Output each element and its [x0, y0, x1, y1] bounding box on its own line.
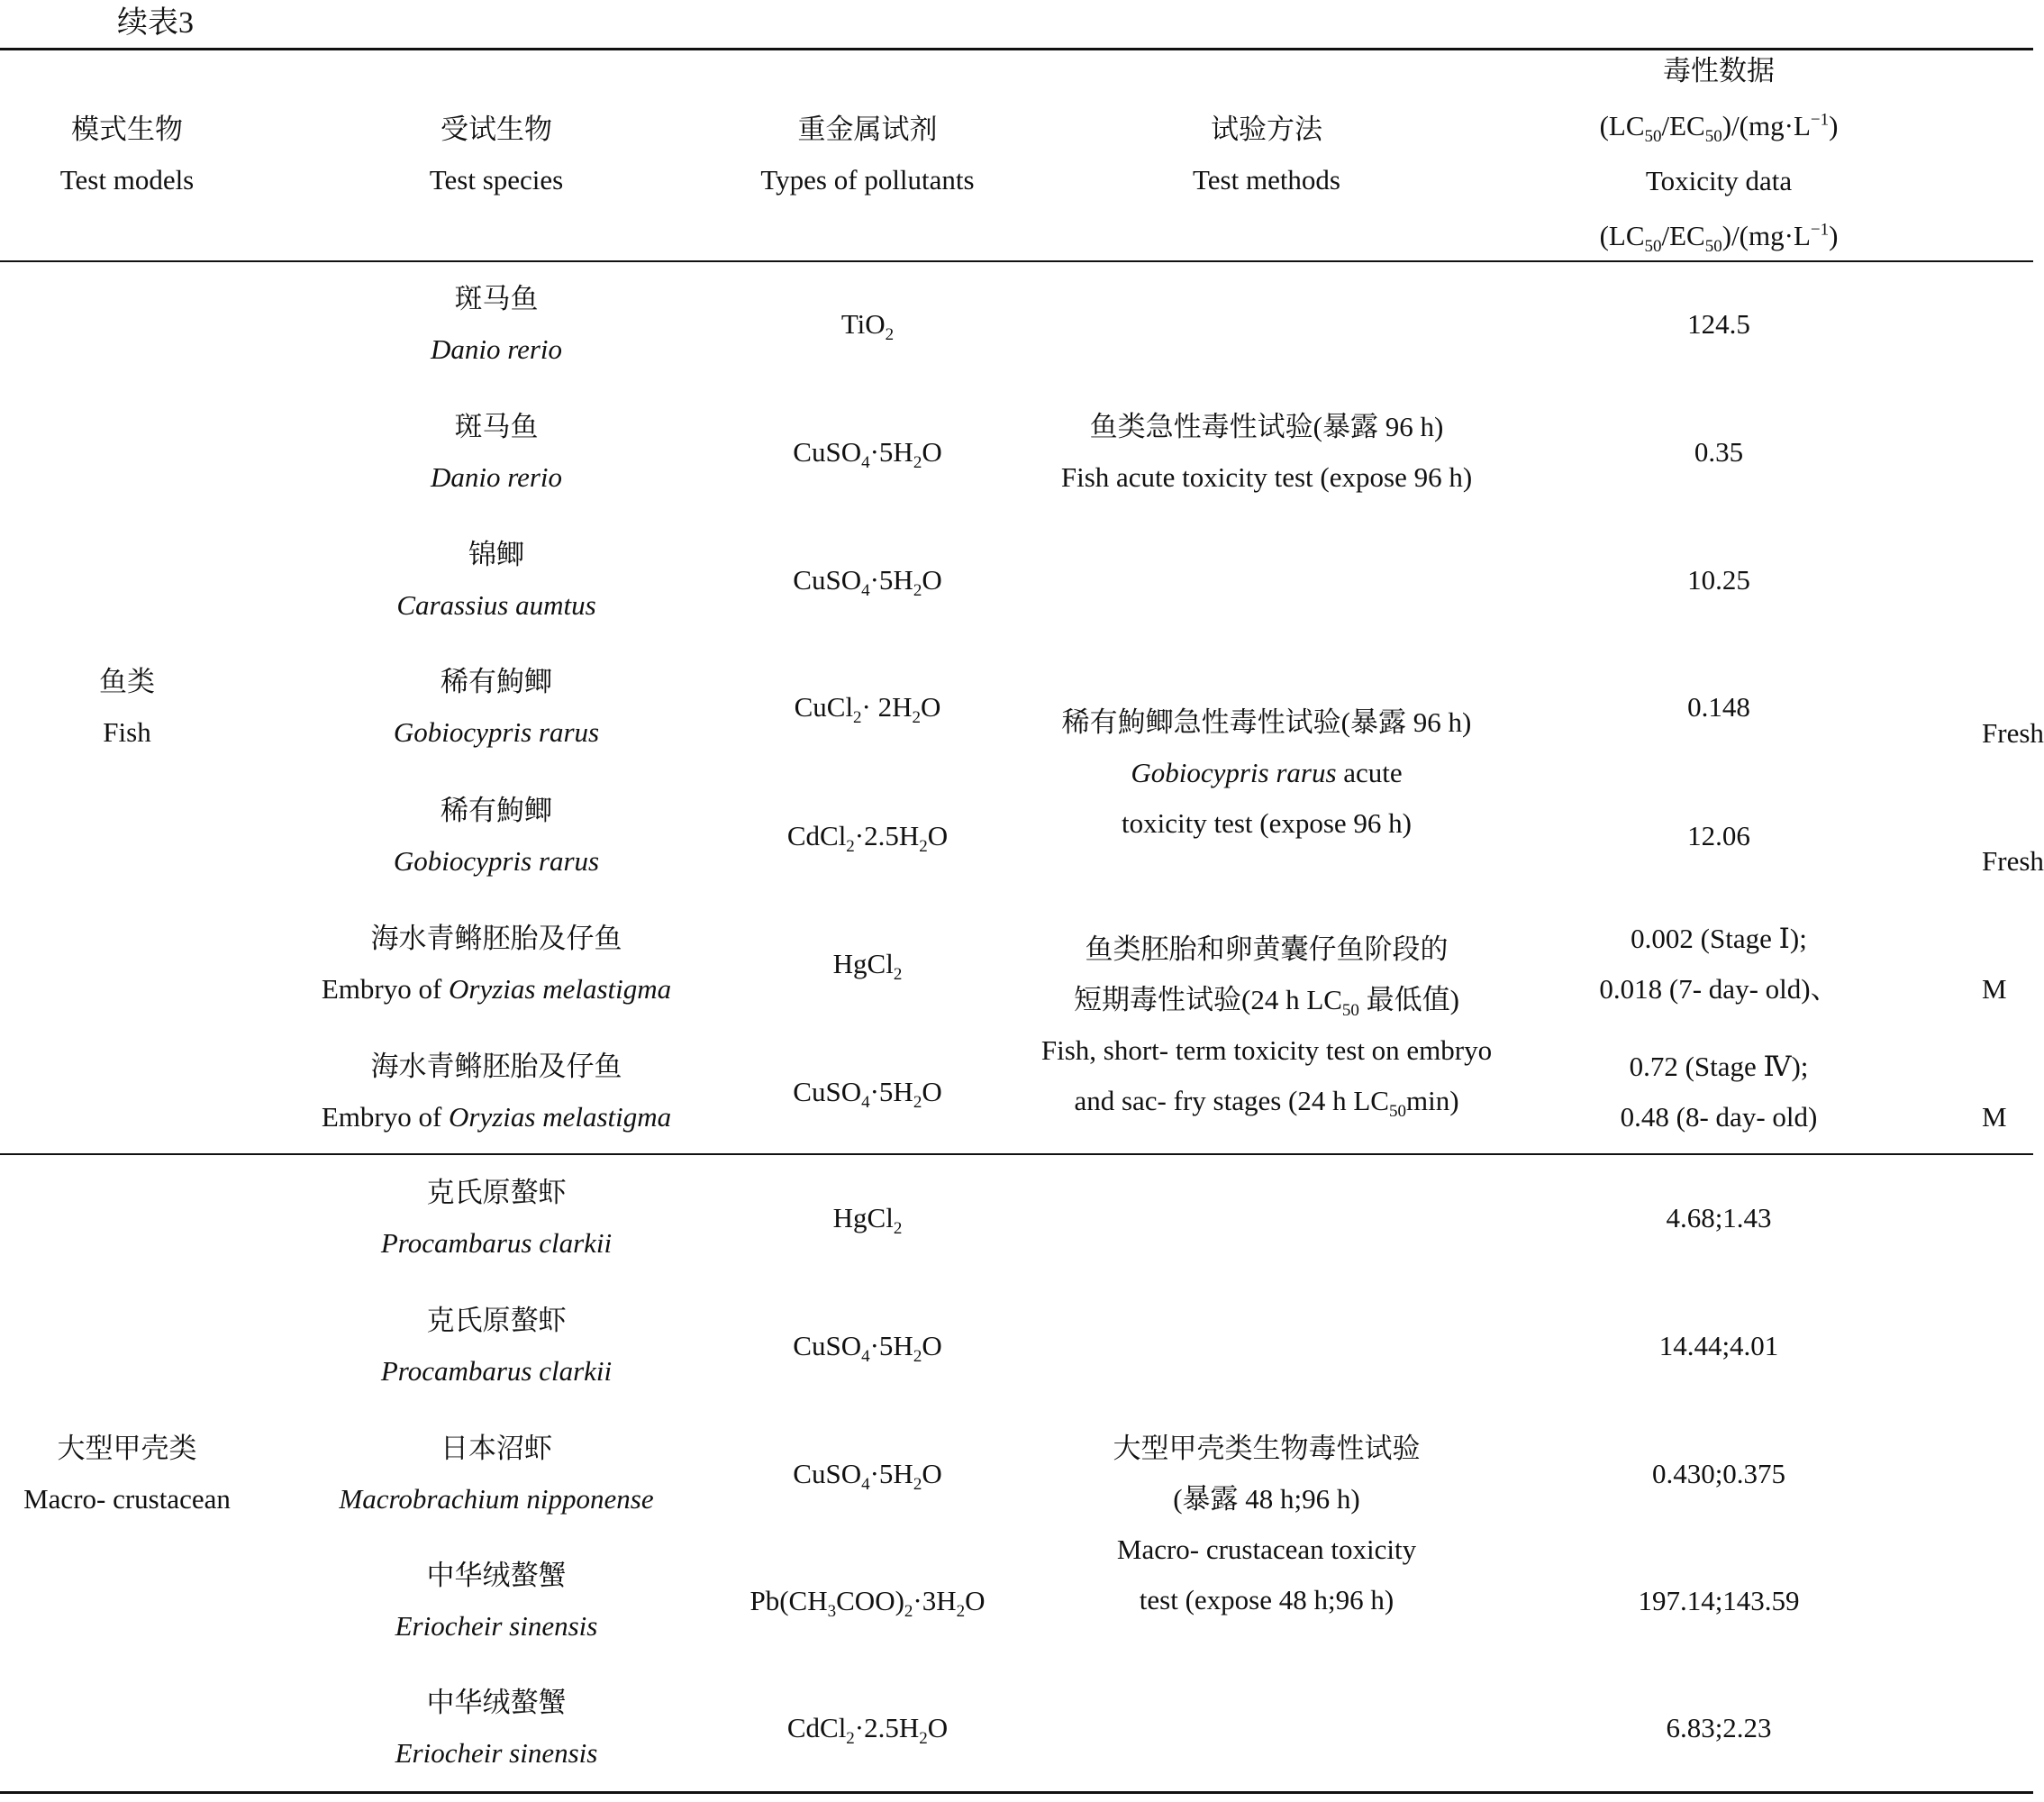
species-zh: 中华绒螯蟹	[426, 1560, 567, 1591]
toxicity-row-4: 0.148	[1687, 691, 1750, 723]
method-fish-acute	[1061, 402, 1472, 503]
method-zh-2b: 最低值)	[1358, 984, 1460, 1015]
species-row-1	[431, 274, 562, 375]
header-toxicity-unit-2: $(LC_{50}/EC_{50})/(mg\cdot L^{-1})$	[1599, 220, 1839, 257]
species-zh: 海水青鳉胚胎及仔鱼	[370, 923, 622, 954]
toxicity-row-10: 0.430;0.375	[1651, 1458, 1786, 1489]
species-en	[322, 1092, 671, 1142]
method-en: Fish acute toxicity test (expose 96 h)	[1060, 461, 1473, 493]
method-zh-2: 短期毒性试验(24 h $LC_{50}$ 最低值)	[1073, 984, 1460, 1021]
species-zh: 斑马鱼	[454, 283, 539, 314]
species-latin: Gobiocypris rarus	[393, 716, 600, 748]
species-zh: 日本沼虾	[440, 1433, 552, 1464]
method-en-latin: Gobiocypris rarus	[1131, 757, 1337, 788]
pollutant-row-1: TiO$_2$	[840, 308, 895, 345]
pollutant-row-2: $CuSO_4\cdot 5H_2O$	[793, 436, 942, 473]
table-caption: 续表3	[117, 6, 194, 40]
method-embryo	[1041, 924, 1492, 1126]
cut-off-cell-2: Fresh	[1982, 845, 2044, 877]
species-en-prefix: Embryo of	[321, 973, 450, 1005]
species-row-7	[322, 1042, 671, 1142]
group-fish-zh: 鱼类	[99, 666, 155, 697]
species-latin: Procambarus clarkii	[380, 1355, 613, 1387]
toxicity-row-7	[1621, 1042, 1818, 1142]
method-en-2: and sac- fry stages (24 h $LC_{50}\min$)	[1074, 1085, 1459, 1122]
method-zh: 稀有鮈鲫急性毒性试验(暴露 96 h)	[1061, 706, 1472, 738]
species-latin: Procambarus clarkii	[380, 1227, 613, 1259]
header-test-models-zh: 模式生物	[70, 114, 183, 145]
toxicity-row-2: 0.35	[1694, 436, 1744, 468]
species-zh: 斑马鱼	[454, 411, 539, 442]
species-latin: Oryzias melastigma	[449, 1101, 672, 1133]
species-zh: 中华绒螯蟹	[426, 1687, 567, 1718]
species-row-9	[381, 1296, 612, 1397]
species-row-5	[394, 786, 599, 887]
toxicity-row-6	[1599, 914, 1838, 1015]
header-toxicity-en: Toxicity data	[1645, 165, 1793, 196]
header-test-species-en: Test species	[429, 164, 564, 196]
species-latin: Eriocheir sinensis	[395, 1610, 598, 1642]
method-en-2: toxicity test (expose 96 h)	[1122, 807, 1412, 839]
group-crustacean	[23, 1424, 231, 1524]
method-en-2: test (expose 48 h;96 h)	[1139, 1584, 1394, 1615]
species-zh: 克氏原螯虾	[426, 1177, 567, 1208]
species-row-4	[394, 657, 599, 758]
cut-off-cell-1: Fresh	[1982, 717, 2044, 749]
bottom-rule	[0, 1791, 2033, 1794]
toxicity-line-1: 0.72 (Stage Ⅳ);	[1629, 1051, 1809, 1082]
group-crustacean-zh: 大型甲壳类	[57, 1433, 197, 1464]
pollutant-row-7: $CuSO_4\cdot 5H_2O$	[793, 1076, 942, 1113]
pollutant-row-10: $CuSO_4\cdot 5H_2O$	[793, 1458, 942, 1495]
header-test-methods	[1193, 105, 1340, 205]
header-pollutants-en: Types of pollutants	[760, 164, 975, 196]
pollutant-row-3: $CuSO_4\cdot 5H_2O$	[793, 564, 942, 601]
pollutant-row-6: HgCl$_2$	[832, 948, 903, 985]
header-test-models-en: Test models	[59, 164, 195, 196]
species-row-6	[322, 914, 671, 1015]
group-fish	[99, 657, 155, 758]
header-test-species	[430, 105, 563, 205]
species-row-3	[396, 530, 595, 631]
header-pollutants-zh: 重金属试剂	[797, 114, 938, 145]
toxicity-line-2: 0.48 (8- day- old)	[1620, 1101, 1818, 1133]
group-crustacean-en: Macro- crustacean	[23, 1483, 231, 1515]
species-latin: Oryzias melastigma	[449, 973, 672, 1005]
method-en-1: Fish, short- term toxicity test on embryo	[1040, 1034, 1493, 1066]
header-test-methods-en: Test methods	[1192, 164, 1341, 196]
pollutant-row-12: $CdCl_2\cdot 2.5H_2O$	[786, 1712, 949, 1749]
species-zh: 锦鲫	[468, 539, 524, 570]
species-row-2	[431, 402, 562, 503]
fish-bottom-rule	[0, 1153, 2033, 1155]
header-test-species-zh: 受试生物	[440, 114, 552, 145]
toxicity-line-2: 0.018 (7- day- old)、	[1599, 973, 1839, 1005]
species-zh: 稀有鮈鲫	[440, 795, 552, 826]
header-pollutants	[760, 105, 974, 205]
cut-off-cell-4: M	[1982, 1101, 2007, 1133]
group-fish-en: Fish	[103, 716, 151, 748]
species-zh: 克氏原螯虾	[426, 1305, 567, 1336]
toxicity-row-8: 4.68;1.43	[1666, 1202, 1772, 1233]
species-latin: Danio rerio	[430, 333, 563, 365]
species-latin: Macrobrachium nipponense	[339, 1483, 654, 1515]
pollutant-row-4: CuCl$_2$· $2H_2O$	[794, 691, 941, 728]
species-latin: Eriocheir sinensis	[395, 1737, 598, 1769]
header-test-methods-zh: 试验方法	[1210, 114, 1322, 145]
species-en-prefix: Embryo of	[321, 1101, 450, 1133]
toxicity-row-12: 6.83;2.23	[1666, 1712, 1772, 1743]
toxicity-row-3: 10.25	[1687, 564, 1750, 596]
method-en-1: Macro- crustacean toxicity	[1116, 1534, 1417, 1565]
cut-off-cell-3: M	[1982, 973, 2007, 1005]
species-en	[322, 964, 671, 1015]
method-en-2b: min)	[1405, 1085, 1459, 1116]
header-toxicity-data	[1600, 43, 1839, 263]
species-row-11	[395, 1551, 598, 1652]
header-toxicity-unit: $(LC_{50}/EC_{50})/(mg\cdot L^{-1})$	[1599, 110, 1839, 147]
pollutant-row-9: $CuSO_4\cdot 5H_2O$	[793, 1330, 942, 1367]
species-latin: Gobiocypris rarus	[393, 845, 600, 877]
method-en-1	[1062, 748, 1472, 798]
method-crustacean	[1113, 1424, 1421, 1625]
species-latin: Danio rerio	[430, 461, 563, 493]
toxicity-line-1: 0.002 (Stage Ⅰ);	[1631, 923, 1807, 954]
toxicity-row-1: 124.5	[1687, 308, 1750, 340]
species-latin: Carassius aumtus	[396, 589, 596, 621]
pollutant-row-8: HgCl$_2$	[832, 1202, 903, 1239]
pollutant-row-5: $CdCl_2\cdot 2.5H_2O$	[786, 820, 949, 857]
pollutant-row-11: $Pb(CH_3COO)_2\cdot 3H_2O$	[749, 1585, 986, 1622]
method-en-text: acute	[1336, 757, 1403, 788]
species-zh: 海水青鳉胚胎及仔鱼	[370, 1051, 622, 1082]
method-gobio-acute	[1062, 697, 1472, 849]
toxicity-row-9: 14.44;4.01	[1658, 1330, 1779, 1361]
method-zh-2a: 短期毒性试验(24 h LC	[1073, 984, 1342, 1015]
method-en-2a: and sac- fry stages (24 h LC	[1074, 1085, 1389, 1116]
species-row-10	[339, 1424, 653, 1524]
toxicity-row-11: 197.14;143.59	[1638, 1585, 1800, 1616]
method-zh-1: 大型甲壳类生物毒性试验	[1113, 1433, 1421, 1464]
toxicity-row-5: 12.06	[1687, 820, 1750, 851]
species-row-8	[381, 1168, 612, 1269]
species-row-12	[395, 1678, 598, 1779]
header-toxicity-zh: 毒性数据	[1662, 55, 1775, 86]
header-test-models	[60, 105, 195, 205]
method-zh: 鱼类急性毒性试验(暴露 96 h)	[1089, 411, 1444, 442]
method-zh-2: (暴露 48 h;96 h)	[1173, 1483, 1360, 1515]
method-zh-1: 鱼类胚胎和卵黄囊仔鱼阶段的	[1085, 933, 1449, 965]
species-zh: 稀有鮈鲫	[440, 666, 552, 697]
